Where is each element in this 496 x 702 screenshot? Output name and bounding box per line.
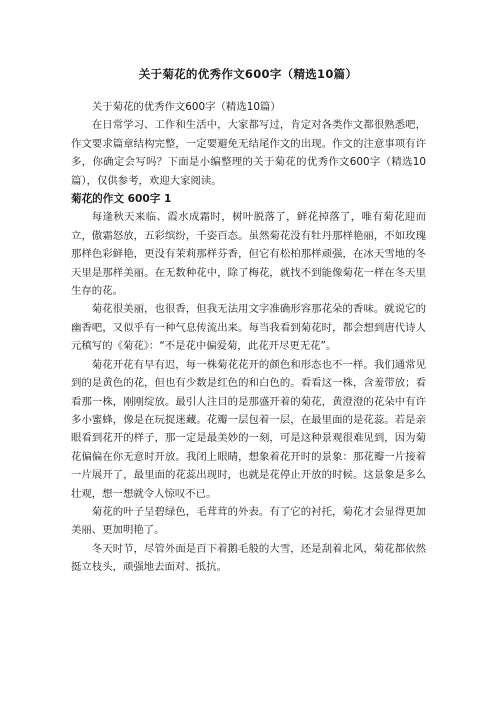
- body-paragraph-1: 每逢秋天来临、霞水成霜时，树叶脱落了，鲜花掉落了，唯有菊花迎而立，傲霜怒放，五彩缤纷，千姿百态。虽然菊花没有牡丹那样艳丽，不如玫瑰那样色彩鲜艳，更没有茉莉那样芬香，但它有松柏那样顽强，在冰天雪地的冬天里是那样美丽。在无数种花中，除了梅花，就找不到能像菊花一样在冬天里生存的花。: [71, 211, 426, 298]
- body-paragraph-2: 菊花很美丽，也很香，但我无法用文字准确形容那花朵的香味。就说它的幽香吧，又似乎有一种气息传流出来。每当我看到菊花时，都会想到唐代诗人元稹写的《菊花》：“不是花中偏爱菊，此花开尽更无花”。: [71, 303, 426, 353]
- document-body: [71, 98, 426, 577]
- body-paragraph-4: 菊花的叶子呈碧绿色，毛茸茸的外表。有了它的衬托，菊花才会显得更加美丽、更加明艳了。: [71, 505, 426, 537]
- intro-paragraph: 在日常学习、工作和生活中，大家都写过，肯定对各类作文都很熟悉吧，作文要求篇章结构完整，一定要避免无结尾作文的出现。作文的注意事项有许多，你确定会写吗？下面是小编整理的关于菊花的优秀作文600字（精选10篇），仅供参考，欢迎大家阅读。: [71, 119, 426, 187]
- section-heading: 菊花的作文 600字 1: [71, 193, 172, 206]
- body-paragraph-5: 冬天时节，尽管外面是百下着鹅毛般的大雪，还是刮着北风，菊花都依然挺立枝头，顽强地去面对、抵抗。: [71, 542, 426, 574]
- document-title: 关于菊花的优秀作文600字（精选10篇）: [138, 67, 358, 81]
- intro-subtitle: 关于菊花的优秀作文600字（精选10篇）: [91, 101, 281, 113]
- body-paragraph-3: 菊花开花有早有迟，每一株菊花花开的颜色和形态也不一样。我们通常见到的是黄色的花，但也有少数是红色的和白色的。看看这一株，含羞带放；看看那一株，刚刚绽放。最引人注目的是那盛开着的菊花，黄澄澄的花朵中有许多小蜜蜂，像是在玩捉迷藏。花瓣一层包着一层，在最里面的是花蕊。若是亲眼看到花开的样子，那一定是最美妙的一刻，可是这种景观很难见到，因为菊花偏偏在你无意时开放。我闭上眼睛，想象着花开时的景象：那花瓣一片接着一片展开了，最里面的花蕊出现时，也就是花停止开放的时候。这景象是多么壮观，想一想就令人惊叹不已。: [71, 358, 426, 500]
